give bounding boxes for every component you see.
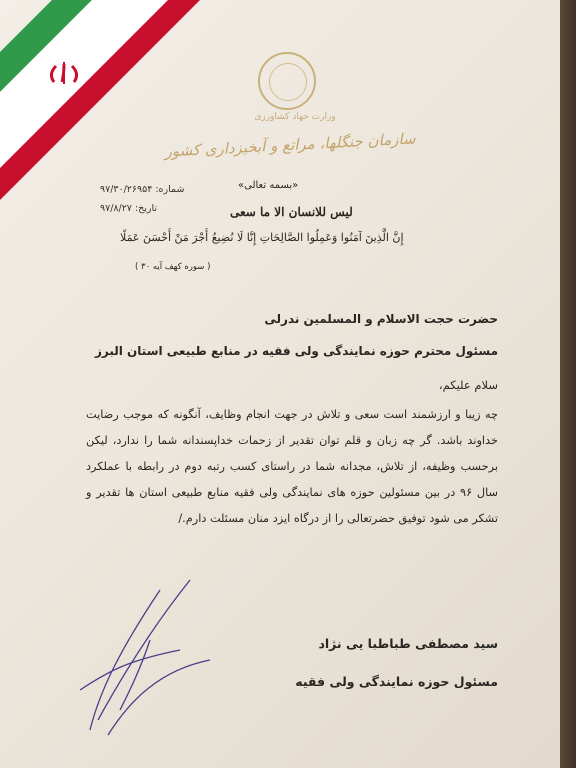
letter-heading: لیس للانسان الا ما سعی	[230, 205, 353, 219]
background-edge	[560, 0, 576, 768]
letter-body-text: چه زیبا و ارزشمند است سعی و تلاش در جهت انجام وظایف، آنگونه که موجب رضایت خداوند باشد. گر چه زبان و قلم توان تقدیر از زحمات خداپسندانه شما را ندارد، لیکن برحسب وظیفه، از تلاش، مجدانه شما در راستای کسب رتبه دوم در رابطه با عملکرد سال ۹۶ در بین مسئولین حوزه های نمایندگی ولی فقیه منابع طبیعی استان ها تقدیر و تشکر می شود توفیق حضرتعالی را از درگاه ایزد منان مسئلت دارم./	[86, 408, 498, 525]
signatory-title: مسئول حوزه نمایندگی ولی فقیه	[295, 674, 498, 689]
organization-name: سازمان جنگلها، مراتع و آبخیزداری کشور	[164, 129, 416, 161]
letter-number	[100, 184, 184, 195]
number-value: ۹۷/۳۰/۲۶۹۵۴	[100, 184, 153, 195]
number-label: شماره:	[155, 184, 185, 195]
date-value: ۹۷/۸/۲۷	[100, 203, 132, 214]
handwritten-signature	[60, 570, 220, 740]
ministry-name: وزارت جهاد کشاورزی	[254, 112, 336, 122]
date-label: تاریخ:	[134, 203, 158, 214]
recipient-line-1: حضرت حجت الاسلام و المسلمین ندرلی	[264, 312, 498, 326]
greeting: سلام علیکم،	[438, 378, 498, 392]
recipient-line-2: مسئول محترم حوزه نمایندگی ولی فقیه در منابع طبیعی استان البرز	[94, 344, 498, 358]
signatory-name: سید مصطفی طباطبا یی نژاد	[318, 636, 498, 651]
quran-verse: إِنَّ الَّذِینَ آمَنُوا وَعَمِلُوا الصَّالِحَاتِ إِنَّا لَا نُضِیعُ أَجْرَ مَنْ أَحْسَنَ عَمَلًا	[120, 231, 404, 244]
bismillah: «بسمه تعالی»	[238, 180, 299, 191]
organization-seal-icon	[258, 52, 316, 110]
letter-date	[100, 203, 157, 214]
letter-body	[86, 402, 498, 532]
verse-reference: ( سوره کهف آیه ۳۰ )	[135, 262, 211, 272]
